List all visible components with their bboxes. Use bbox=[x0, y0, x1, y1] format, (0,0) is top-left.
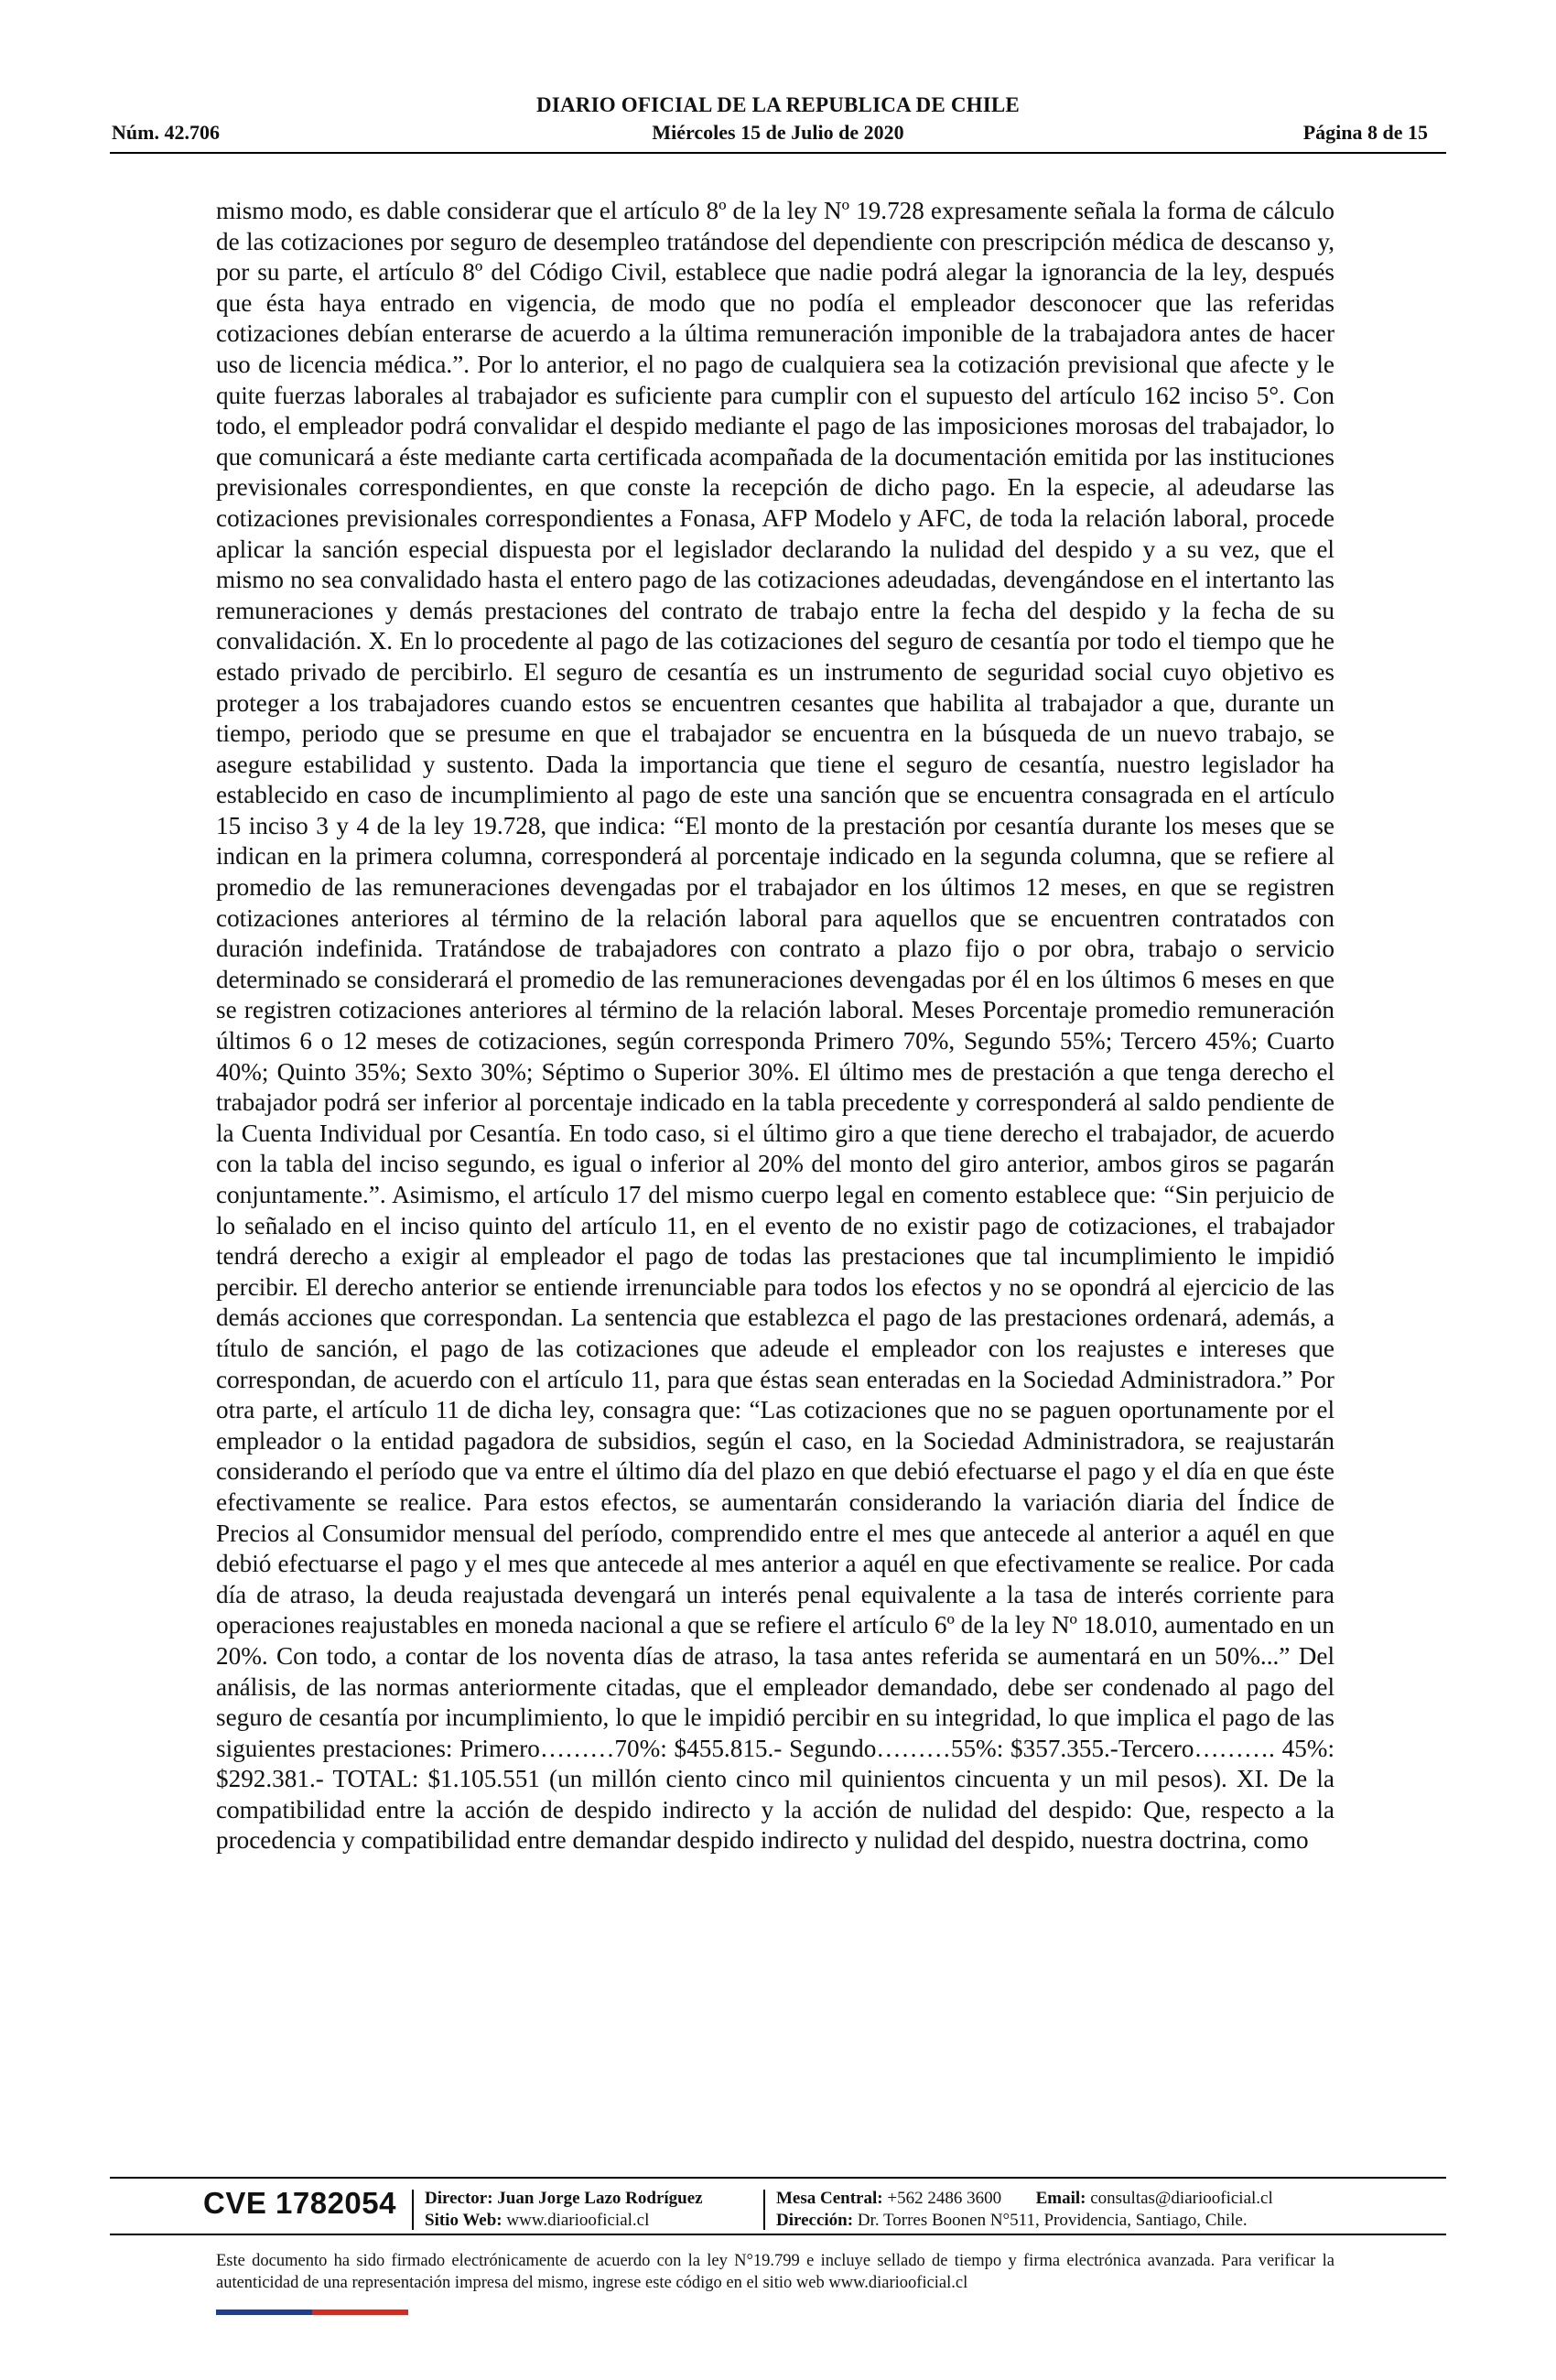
footer-divider-bottom bbox=[110, 2234, 1446, 2235]
address-label: Dirección: bbox=[776, 2211, 854, 2230]
phone-number: +562 2486 3600 bbox=[887, 2189, 1002, 2208]
footer-separator bbox=[763, 2190, 765, 2230]
electronic-signature-notice: Este documento ha sido firmado electrónicamente de acuerdo con la ley N°19.799 e incluye sellado de tiempo y firma electrónica avanzada. Para verificar la autenticidad de una representación impresa del mismo, ingrese este código en el sitio web www.diariooficial.cl bbox=[216, 2252, 1334, 2292]
footer-divider-top bbox=[110, 2177, 1446, 2179]
director-name: Juan Jorge Lazo Rodríguez bbox=[497, 2189, 703, 2208]
phone-label: Mesa Central: bbox=[776, 2189, 883, 2208]
email-link[interactable]: consultas@diariooficial.cl bbox=[1090, 2189, 1273, 2208]
footer-contact-block bbox=[776, 2188, 1273, 2232]
website-link[interactable]: www.diariooficial.cl bbox=[506, 2211, 650, 2230]
gazette-title: DIARIO OFICIAL DE LA REPUBLICA DE CHILE bbox=[536, 93, 1020, 116]
page-indicator: Página 8 de 15 bbox=[1302, 121, 1428, 144]
issue-date: Miércoles 15 de Julio de 2020 bbox=[652, 121, 904, 144]
footer-director-block bbox=[425, 2188, 703, 2232]
cve-code: CVE 1782054 bbox=[203, 2186, 396, 2220]
flag-red-segment bbox=[312, 2310, 408, 2315]
address-text: Dr. Torres Boonen N°511, Providencia, Santiago, Chile. bbox=[857, 2211, 1248, 2230]
website-label: Sitio Web: bbox=[425, 2211, 502, 2230]
director-label: Director: bbox=[425, 2189, 493, 2208]
issue-number: Núm. 42.706 bbox=[112, 121, 220, 144]
header-divider bbox=[110, 152, 1446, 154]
body-paragraph: mismo modo, es dable considerar que el artículo 8º de la ley Nº 19.728 expresamente señala la forma de cálculo de las cotizaciones por seguro de desempleo tratándose del dependiente con prescripción médica de descanso y, por su parte, el artículo 8º del Código Civil, establece que nadie podrá alegar la ignorancia de la ley, después que ésta haya entrado en vigencia, de modo que no podía el empleador desconocer que las referidas cotizaciones debían enterarse de acuerdo a la última remuneración imponible de la trabajadora antes de hacer uso de licencia médica.”. Por lo anterior, el no pago de cualquiera sea la cotización previsional que afecte y le quite fuerzas laborales al trabajador es suficiente para cumplir con el supuesto del artículo 162 inciso 5°. Con todo, el empleador podrá convalidar el despido mediante el pago de las imposiciones morosas del trabajador, lo que comunicará a éste mediante carta certificada acompañada de la documentación emitida por las instituciones previsionales correspondientes, en que conste la recepción de dicho pago. En la especie, al adeudarse las cotizaciones previsionales correspondientes a Fonasa, AFP Modelo y AFC, de toda la relación laboral, procede aplicar la sanción especial dispuesta por el legislador declarando la nulidad del despido y a su vez, que el mismo no sea convalidado hasta el entero pago de las cotizaciones adeudadas, devengándose en el intertanto las remuneraciones y demás prestaciones del contrato de trabajo entre la fecha del despido y la fecha de su convalidación. X. En lo procedente al pago de las cotizaciones del seguro de cesantía por todo el tiempo que he estado privado de percibirlo. El seguro de cesantía es un instrumento de seguridad social cuyo objetivo es proteger a los trabajadores cuando estos se encuentren cesantes que habilita al trabajador a que, durante un tiempo, periodo que se presume en que el trabajador se encuentra en la búsqueda de un nuevo trabajo, se asegure estabilidad y sustento. Dada la importancia que tiene el seguro de cesantía, nuestro legislador ha establecido en caso de incumplimiento al pago de este una sanción que se encuentra consagrada en el artículo 15 inciso 3 y 4 de la ley 19.728, que indica: “El monto de la prestación por cesantía durante los meses que se indican en la primera columna, corresponderá al porcentaje indicado en la segunda columna, que se refiere al promedio de las remuneraciones devengadas por el trabajador en los últimos 12 meses, en que se registren cotizaciones anteriores al término de la relación laboral para aquellos que se encuentren contratados con duración indefinida. Tratándose de trabajadores con contrato a plazo fijo o por obra, trabajo o servicio determinado se considerará el promedio de las remuneraciones devengadas por él en los últimos 6 meses en que se registren cotizaciones anteriores al término de la relación laboral. Meses Porcentaje promedio remuneración últimos 6 o 12 meses de cotizaciones, según corresponda Primero 70%, Segundo 55%; Tercero 45%; Cuarto 40%; Quinto 35%; Sexto 30%; Séptimo o Superior 30%. El último mes de prestación a que tenga derecho el trabajador podrá ser inferior al porcentaje indicado en la tabla precedente y corresponderá al saldo pendiente de la Cuenta Individual por Cesantía. En todo caso, si el último giro a que tiene derecho el trabajador, de acuerdo con la tabla del inciso segundo, es igual o inferior al 20% del monto del giro anterior, ambos giros se pagarán conjuntamente.”. Asimismo, el artículo 17 del mismo cuerpo legal en comento establece que: “Sin perjuicio de lo señalado en el inciso quinto del artículo 11, en el evento de no existir pago de cotizaciones, el trabajador tendrá derecho a exigir al empleador el pago de todas las prestaciones que tal incumplimiento le impidió percibir. El derecho anterior se entiende irrenunciable para todos los efectos y no se opondrá al ejercicio de las demás acciones que correspondan. La sentencia que establezca el pago de las prestaciones ordenará, además, a título de sanción, el pago de las cotizaciones que adeude el empleador con los reajustes e intereses que correspondan, de acuerdo con el artículo 11, para que éstas sean enteradas en la Sociedad Administradora.” Por otra parte, el artículo 11 de dicha ley, consagra que: “Las cotizaciones que no se paguen oportunamente por el empleador o la entidad pagadora de subsidios, según el caso, en la Sociedad Administradora, se reajustarán considerando el período que va entre el último día del plazo en que debió efectuarse el pago y el día en que éste efectivamente se realice. Para estos efectos, se aumentarán considerando la variación diaria del Índice de Precios al Consumidor mensual del período, comprendido entre el mes que antecede al anterior a aquél en que debió efectuarse el pago y el mes que antecede al mes anterior a aquél en que efectivamente se realice. Por cada día de atraso, la deuda reajustada devengará un interés penal equivalente a la tasa de interés corriente para operaciones reajustables en moneda nacional a que se refiere el artículo 6º de la ley Nº 18.010, aumentado en un 20%. Con todo, a contar de los noventa días de atraso, la tasa antes referida se aumentará en un 50%...” Del análisis, de las normas anteriormente citadas, que el empleador demandado, debe ser condenado al pago del seguro de cesantía por incumplimiento, lo que le impidió percibir en su integridad, lo que implica el pago de las siguientes prestaciones: Primero………70%: $455.815.- Segundo………55%: $357.355.-Tercero………. 45%: $292.381.- TOTAL: $1.105.551 (un millón ciento cinco mil quinientos cincuenta y un mil pesos). XI. De la compatibilidad entre la acción de despido indirecto y la acción de nulidad del despido: Que, respecto a la procedencia y compatibilidad entre demandar despido indirecto y nulidad del despido, nuestra doctrina, como bbox=[216, 197, 1334, 1855]
email-label: Email: bbox=[1035, 2189, 1086, 2208]
chile-flag-stripe bbox=[216, 2310, 408, 2315]
flag-blue-segment bbox=[216, 2310, 312, 2315]
footer-separator bbox=[412, 2190, 414, 2230]
